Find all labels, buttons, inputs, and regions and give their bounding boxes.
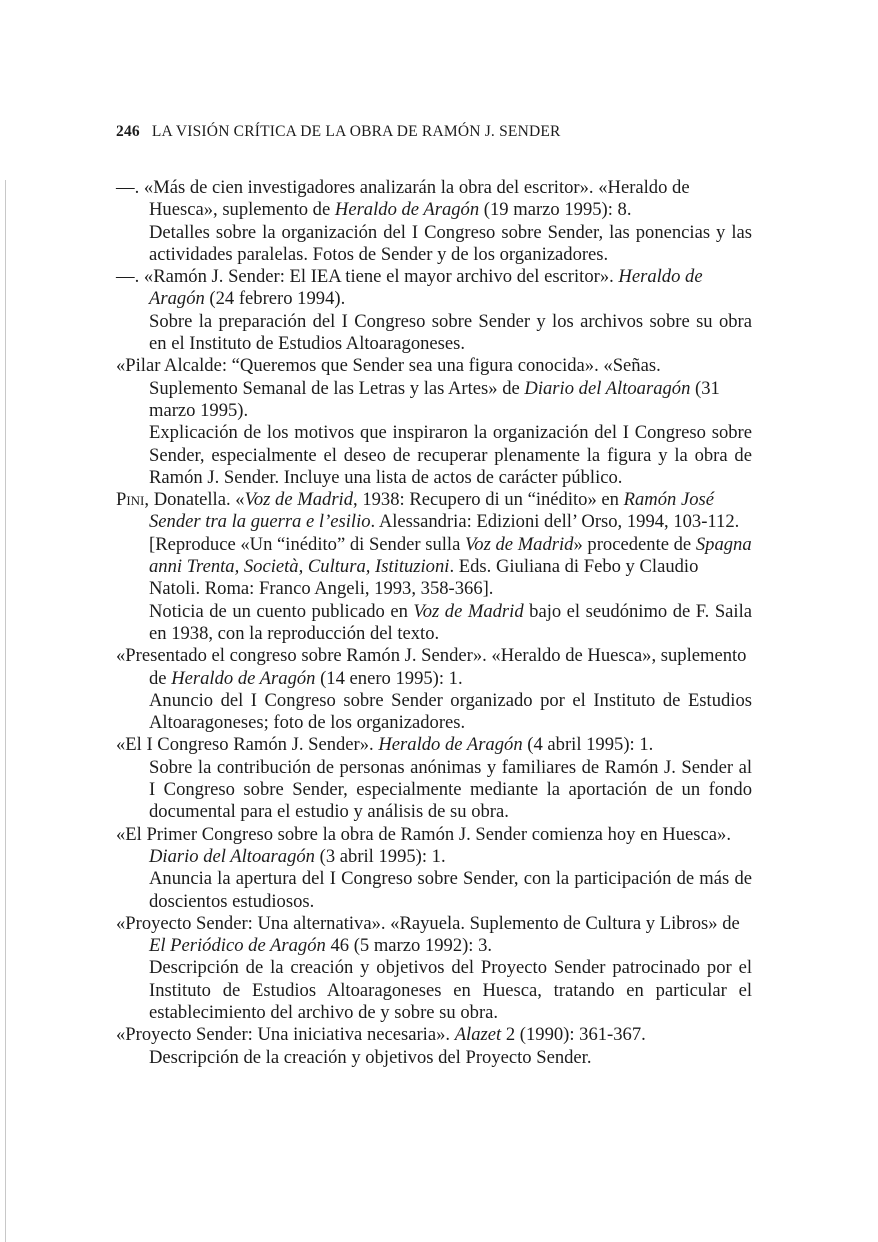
entry-annotation: Explicación de los motivos que inspiraron la organización del I Congreso sobre Sender, especialmente el deseo de recuperar plenamente la figura y la obra de Ramón J. Sender. Incluye una lista de actos de carácter público. [149,422,752,488]
running-title: LA VISIÓN CRÍTICA DE LA OBRA DE RAMÓN J. SENDER [151,123,561,140]
entry-citation: «El Primer Congreso sobre la obra de Ramón J. Sender comienza hoy en Huesca». Diario del Altoaragón (3 abril 1995): 1. [116,823,731,867]
entry-citation: «Presentado el congreso sobre Ramón J. Sender». «Heraldo de Huesca», suplemento de Heraldo de Aragón (14 enero 1995): 1. [116,645,747,689]
bibliography-entry [116,734,752,823]
bibliography-entry [116,1024,752,1069]
entry-annotation: Noticia de un cuento publicado en Voz de Madrid bajo el seudónimo de F. Saila en 1938, con la reproducción del texto. [149,600,752,644]
entry-annotation: Detalles sobre la organización del I Congreso sobre Sender, las ponencias y las actividades paralelas. Fotos de Sender y de los organizadores. [149,221,752,265]
entry-annotation: Anuncia la apertura del I Congreso sobre Sender, con la participación de más de doscientos estudiosos. [149,868,752,912]
entry-annotation: Descripción de la creación y objetivos del Proyecto Sender. [149,1046,592,1068]
running-head [116,123,561,141]
bibliography-entry [116,489,752,645]
entry-citation: «Proyecto Sender: Una iniciativa necesaria». Alazet 2 (1990): 361-367. [116,1024,646,1046]
entry-citation: —. «Más de cien investigadores analizarán la obra del escritor». «Heraldo de Huesca», suplemento de Heraldo de Aragón (19 marzo 1995): 8. [116,177,690,221]
page-number: 246 [116,123,140,140]
entry-annotation: Anuncio del I Congreso sobre Sender organizado por el Instituto de Estudios Altoaragoneses; foto de los organizadores. [149,689,752,734]
entry-citation: Pini, Donatella. «Voz de Madrid, 1938: Recupero di un “inédito» en Ramón José Sender tra la guerra e l’esilio. Alessandria: Edizioni dell’ Orso, 1994, 103-112. [Reproduce «Un “inédito” di Sender sulla Voz de Madrid» procedente de Spagna anni Trenta, Società, Cultura, Istituzioni. Eds. Giuliana di Febo y Claudio Natoli. Roma: Franco Angeli, 1993, 358-366]. [116,489,752,600]
bibliography-entry [116,177,752,266]
bibliography-entry [116,645,752,734]
page-edge-rule [5,180,6,1242]
bibliography-list [116,177,752,1069]
entry-annotation: Sobre la preparación del I Congreso sobre Sender y los archivos sobre su obra en el Instituto de Estudios Altoaragoneses. [149,310,752,355]
entry-citation: «Proyecto Sender: Una alternativa». «Rayuela. Suplemento de Cultura y Libros» de El Periódico de Aragón 46 (5 marzo 1992): 3. [116,912,740,957]
bibliography-entry [116,913,752,1024]
entry-annotation: Sobre la contribución de personas anónimas y familiares de Ramón J. Sender al I Congreso sobre Sender, especialmente mediante la aportación de un fondo documental para el estudio y análisis de su obra. [149,756,752,823]
entry-citation: «El I Congreso Ramón J. Sender». Heraldo de Aragón (4 abril 1995): 1. [116,734,654,756]
author-surname: Pini [116,489,145,511]
entry-citation: —. «Ramón J. Sender: El IEA tiene el mayor archivo del escritor». Heraldo de Aragón (24 febrero 1994). [116,266,703,310]
entry-citation: «Pilar Alcalde: “Queremos que Sender sea una figura conocida». «Señas. Suplemento Semanal de las Letras y las Artes» de Diario del Altoaragón (31 marzo 1995). [116,355,720,421]
bibliography-entry [116,355,752,489]
entry-annotation: Descripción de la creación y objetivos del Proyecto Sender patrocinado por el Instituto de Estudios Altoaragoneses en Huesca, tratando en particular el establecimiento del archivo de y sobre su obra. [149,957,752,1023]
bibliography-entry [116,824,752,913]
bibliography-entry [116,266,752,355]
